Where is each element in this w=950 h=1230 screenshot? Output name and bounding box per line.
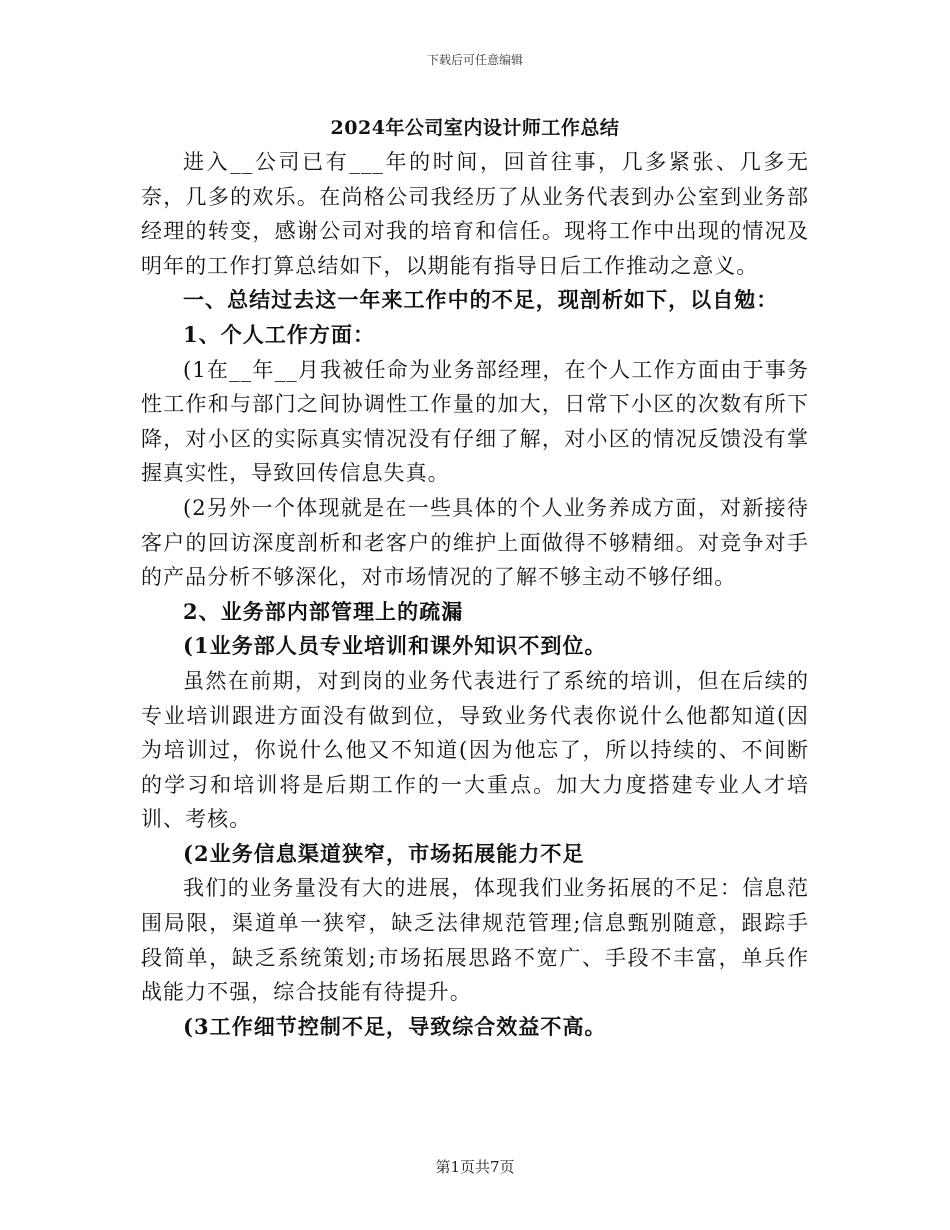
paragraph-channels: 我们的业务量没有大的进展，体现我们业务拓展的不足：信息范围局限，渠道单一狭窄，缺乏法律规范管理;信息甄别随意，跟踪手段简单，缺乏系统策划;市场拓展思路不宽广、手段不丰富，单兵作战能力不强，综合技能有待提升。 (141, 876, 809, 1005)
subsection-heading-personal: 1、个人工作方面： (183, 321, 376, 347)
item-heading-channels: (2业务信息渠道狭窄，市场拓展能力不足 (183, 840, 585, 866)
item-heading-training: (1业务部人员专业培训和课外知识不到位。 (183, 633, 607, 659)
document-body (141, 111, 809, 1044)
subsection-heading-management: 2、业务部内部管理上的疏漏 (183, 598, 464, 624)
paragraph-personal-2: (2另外一个体现就是在一些具体的个人业务养成方面，对新接待客户的回访深度剖析和老客户的维护上面做得不够精细。对竞争对手的产品分析不够深化，对市场情况的了解不够主动不够仔细。 (141, 495, 809, 590)
paragraph-training: 虽然在前期，对到岗的业务代表进行了系统的培训，但在后续的专业培训跟进方面没有做到位，导致业务代表你说什么他都知道(因为培训过，你说什么他又不知道(因为他忘了，所以持续的、不间断的学习和培训将是后期工作的一大重点。加大力度搭建专业人才培训、考核。 (141, 668, 809, 832)
section-heading-summary: 一、总结过去这一年来工作中的不足，现剖析如下，以自勉： (183, 287, 779, 313)
intro-paragraph: 进入__公司已有___年的时间，回首往事，几多紧张、几多无奈，几多的欢乐。在尚格公司我经历了从业务代表到办公室到业务部经理的转变，感谢公司对我的培育和信任。现将工作中出现的情况及明年的工作打算总结如下，以期能有指导日后工作推动之意义。 (141, 150, 809, 278)
paragraph-personal-1: (1在__年__月我被任命为业务部经理，在个人工作方面由于事务性工作和与部门之间协调性工作量的加大，日常下小区的次数有所下降，对小区的实际真实情况没有仔细了解，对小区的情况反馈没有掌握真实性，导致回传信息失真。 (141, 357, 809, 486)
page-header: 下载后可任意编辑 (426, 53, 523, 67)
page-number: 第1页共7页 (435, 1158, 515, 1176)
item-heading-details: (3工作细节控制不足，导致综合效益不高。 (183, 1013, 607, 1039)
document-title: 2024年公司室内设计师工作总结 (330, 117, 620, 139)
